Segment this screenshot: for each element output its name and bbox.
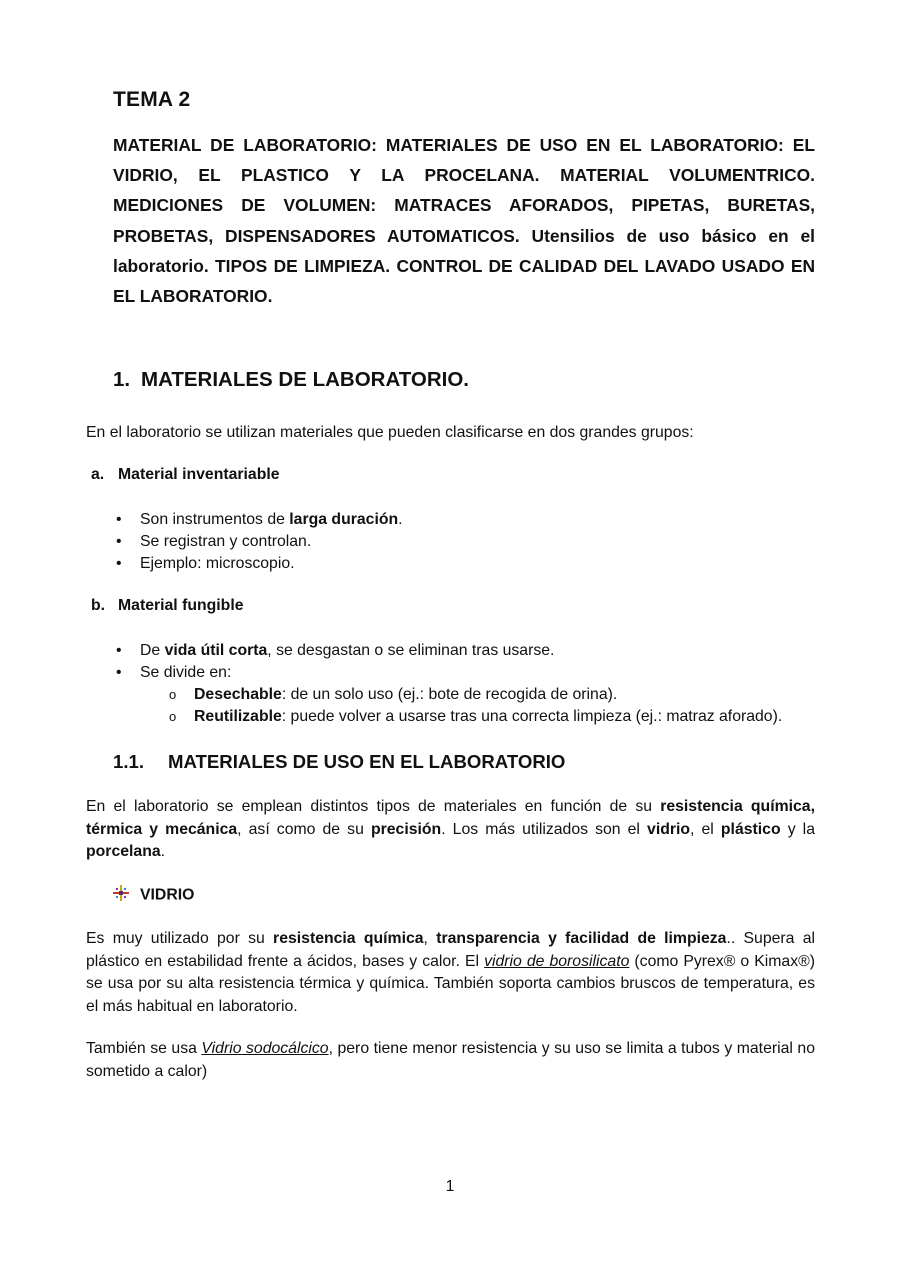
- list-item: • Se registran y controlan.: [114, 531, 403, 553]
- bullet-dot-icon: •: [116, 664, 122, 681]
- bullet-dot-icon: •: [116, 533, 122, 550]
- topic-heading: MATERIAL DE LABORATORIO: MATERIALES DE USO EN EL LABORATORIO: EL VIDRIO, EL PLASTICO Y LA PROCELANA. MATERIAL VOLUMENTRICO. MEDICIONES DE VOLUMEN: MATRACES AFORADOS, PIPETAS, BURETAS, PROBETAS, DISPENSADORES AUTOMATICOS. Utensilios de uso básico en el laboratorio. TIPOS DE LIMPIEZA. CONTROL DE CALIDAD DEL LAVADO USADO EN EL LABORATORIO.: [113, 135, 815, 307]
- section-1-title: MATERIALES DE LABORATORIO.: [141, 368, 469, 391]
- section-1-heading: [113, 368, 469, 392]
- group-b-title: Material fungible: [118, 597, 244, 614]
- page-number: 1: [445, 1178, 455, 1195]
- bullet-dot-icon: •: [116, 511, 122, 528]
- group-a-heading: [91, 466, 280, 484]
- list-item: • Son instrumentos de larga duración.: [114, 509, 403, 531]
- section-1-1-title: MATERIALES DE USO EN EL LABORATORIO: [168, 751, 566, 772]
- sublist-item: o Desechable: de un solo uso (ej.: bote de recogida de orina).: [166, 684, 782, 706]
- bullet-dot-icon: •: [116, 642, 122, 659]
- vidrio-heading: [113, 885, 194, 906]
- section-1-1-number: 1.1.: [113, 751, 145, 772]
- topic-number: TEMA 2: [113, 88, 191, 111]
- bullet-dot-icon: •: [116, 555, 122, 572]
- sparkle-bullet-icon: [113, 885, 140, 906]
- sublist-item: o Reutilizable: puede volver a usarse tras una correcta limpieza (ej.: matraz aforado).: [166, 706, 782, 728]
- sparkle-bullet-svg: [113, 885, 129, 901]
- vidrio-paragraph-2: También se usa Vidrio sodocálcico, pero tiene menor resistencia y su uso se limita a tubos y material no sometido a calor): [86, 1040, 816, 1080]
- group-a-title: Material inventariable: [118, 466, 280, 483]
- list-item: • Se divide en: o Desechable: de un solo uso (ej.: bote de recogida de orina). o Reutilizable: puede volver a usarse tras una correcta limpieza (ej.: matraz aforado).: [114, 662, 782, 728]
- circle-bullet-icon: o: [169, 687, 177, 702]
- group-a-letter: a.: [91, 466, 105, 483]
- group-b-list: [114, 640, 782, 728]
- section-1-1-heading: [113, 751, 565, 773]
- group-a-list: [114, 509, 403, 575]
- list-item: • Ejemplo: microscopio.: [114, 553, 403, 575]
- list-item: • De vida útil corta, se desgastan o se eliminan tras usarse.: [114, 640, 782, 662]
- vidrio-paragraph-1: Es muy utilizado por su resistencia química, transparencia y facilidad de limpieza.. Supera al plástico en estabilidad frente a ácidos, bases y calor. El vidrio de borosilicato (como Pyrex® o Kimax®) se usa por su alta resistencia térmica y química. También soporta cambios bruscos de temperatura, es el más habitual en laboratorio.: [86, 930, 816, 1015]
- circle-bullet-icon: o: [169, 709, 177, 724]
- group-b-heading: [91, 597, 244, 615]
- group-b-sublist: [166, 684, 782, 728]
- section-1-1-paragraph: En el laboratorio se emplean distintos tipos de materiales en función de su resistencia química, térmica y mecánica, así como de su precisión. Los más utilizados son el vidrio, el plástico y la porcelana.: [86, 798, 815, 861]
- section-1-intro: En el laboratorio se utilizan materiales que pueden clasificarse en dos grandes grupos:: [86, 424, 694, 441]
- section-1-number: 1.: [113, 368, 131, 391]
- vidrio-title: VIDRIO: [140, 886, 195, 904]
- group-b-letter: b.: [91, 597, 106, 614]
